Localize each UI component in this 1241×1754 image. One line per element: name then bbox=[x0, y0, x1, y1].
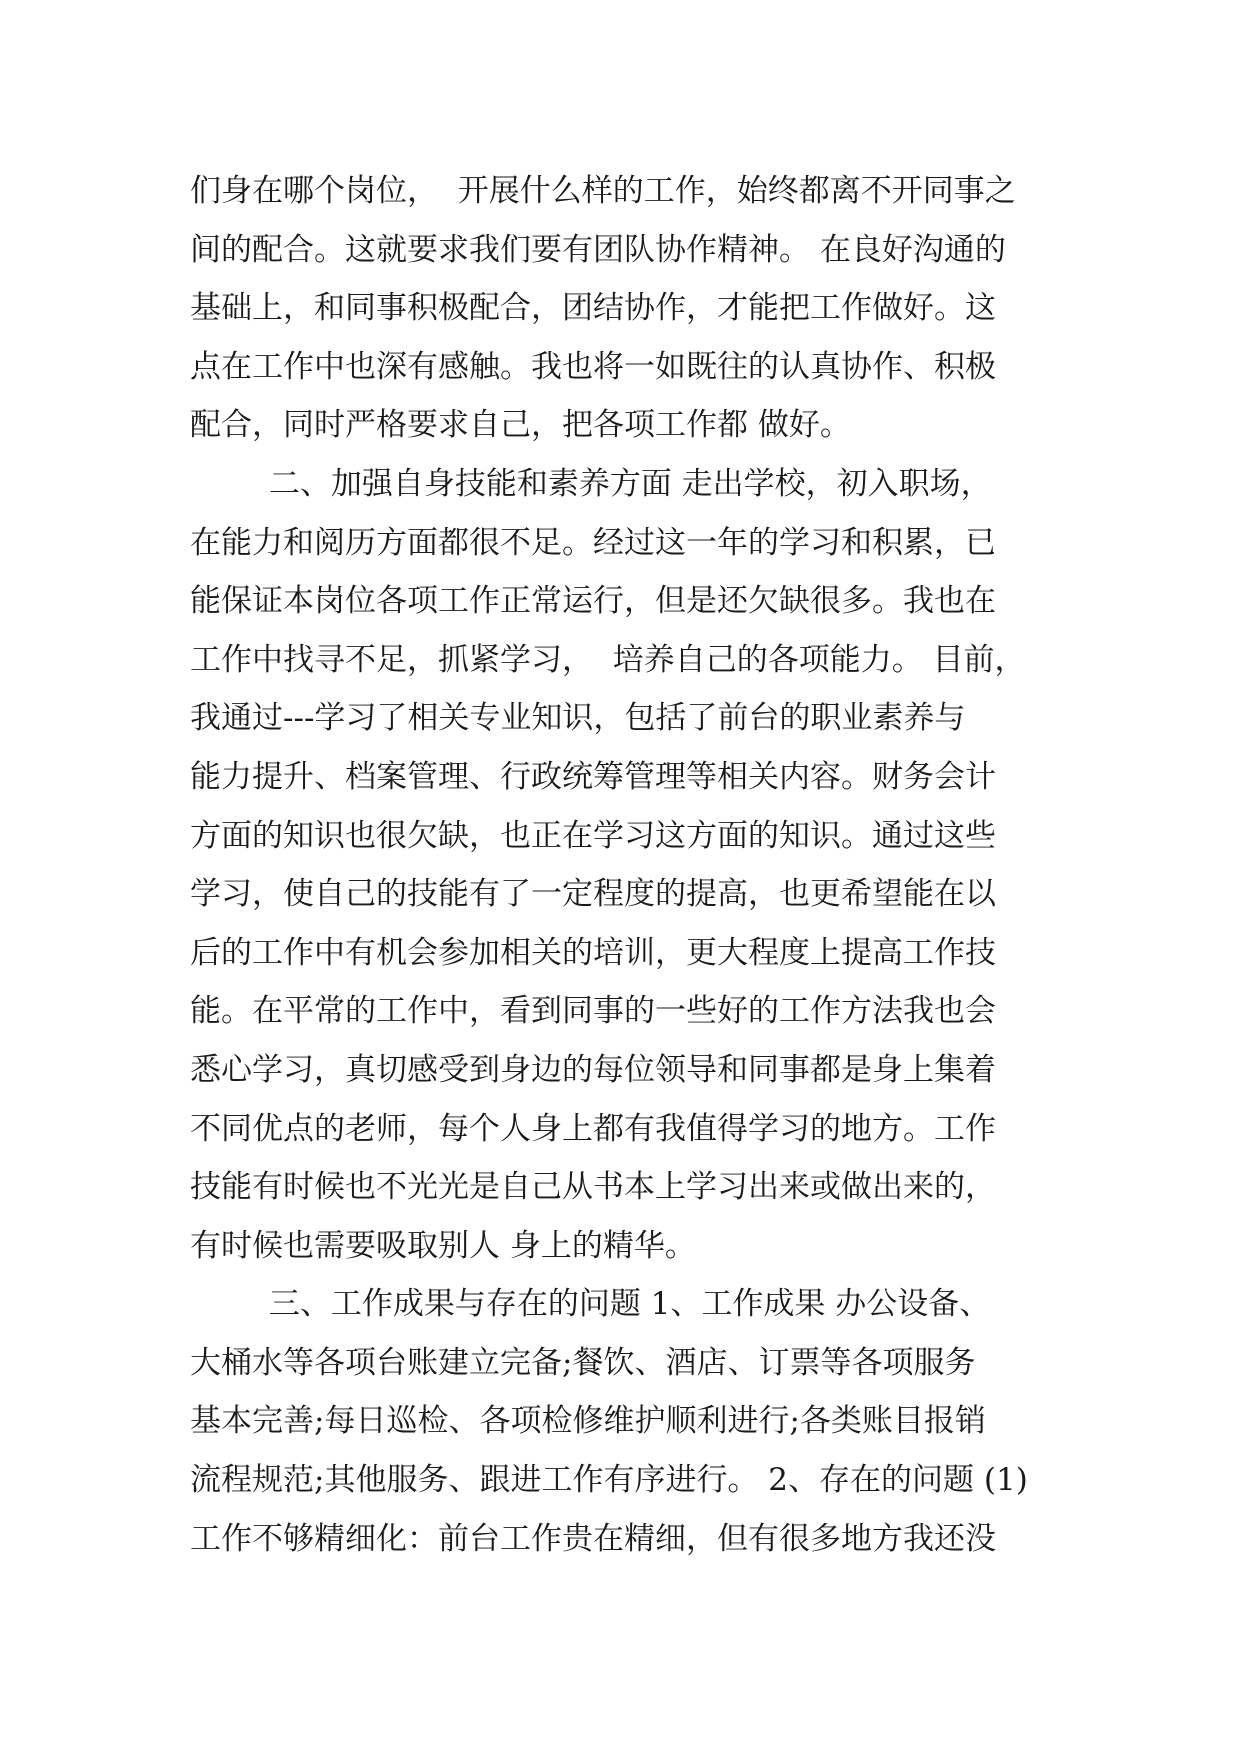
text-line: 学习，使自己的技能有了一定程度的提高，也更希望能在以 bbox=[190, 876, 996, 913]
text-line: 技能有时候也不光光是自己从书本上学习出来或做出来的， bbox=[190, 1169, 996, 1206]
text-line: 能力提升、档案管理、行政统筹管理等相关内容。财务会计 bbox=[190, 758, 996, 795]
text-line: 们身在哪个岗位， 开展什么样的工作，始终都离不开同事之 bbox=[190, 173, 1016, 209]
text-line: 方面的知识也很欠缺，也正在学习这方面的知识。通过这些 bbox=[190, 817, 996, 854]
text-line: 工作不够精细化：前台工作贵在精细，但有很多地方我还没 bbox=[190, 1520, 996, 1557]
text-line: 大桶水等各项台账建立完备;餐饮、酒店、订票等各项服务 bbox=[190, 1344, 976, 1381]
text-line: 我通过---学习了相关专业知识，包括了前台的职业素养与 bbox=[190, 700, 966, 737]
text-line: 基本完善;每日巡检、各项检修维护顺利进行;各类账目报销 bbox=[190, 1403, 986, 1440]
text-line: 工作中找寻不足，抓紧学习， 培养自己的各项能力。 目前， bbox=[190, 641, 1026, 678]
document-body bbox=[190, 162, 1070, 1568]
text-line: 有时候也需要吸取别人 身上的精华。 bbox=[190, 1227, 696, 1264]
text-line: 悉心学习，真切感受到身边的每位领导和同事都是身上集着 bbox=[190, 1051, 996, 1088]
section-heading-line: 二、加强自身技能和素养方面 走出学校，初入职场， bbox=[190, 465, 992, 502]
text-line: 不同优点的老师，每个人身上都有我值得学习的地方。工作 bbox=[190, 1110, 996, 1147]
text-line: 能。在平常的工作中，看到同事的一些好的工作方法我也会 bbox=[190, 993, 996, 1030]
text-line: 点在工作中也深有感触。我也将一如既往的认真协作、积极 bbox=[190, 348, 996, 385]
text-line: 流程规范;其他服务、跟进工作有序进行。 2、存在的问题 (1) bbox=[190, 1462, 1028, 1499]
text-line: 后的工作中有机会参加相关的培训，更大程度上提高工作技 bbox=[190, 934, 996, 971]
text-line: 基础上，和同事积极配合，团结协作，才能把工作做好。这 bbox=[190, 290, 996, 327]
text-line: 间的配合。这就要求我们要有团队协作精神。 在良好沟通的 bbox=[190, 231, 1006, 268]
section-heading-line: 三、工作成果与存在的问题 1、工作成果 办公设备、 bbox=[190, 1286, 991, 1323]
text-line: 配合，同时严格要求自己，把各项工作都 做好。 bbox=[190, 407, 851, 444]
text-line: 在能力和阅历方面都很不足。经过这一年的学习和积累，已 bbox=[190, 524, 996, 561]
text-line: 能保证本岗位各项工作正常运行，但是还欠缺很多。我也在 bbox=[190, 583, 996, 620]
